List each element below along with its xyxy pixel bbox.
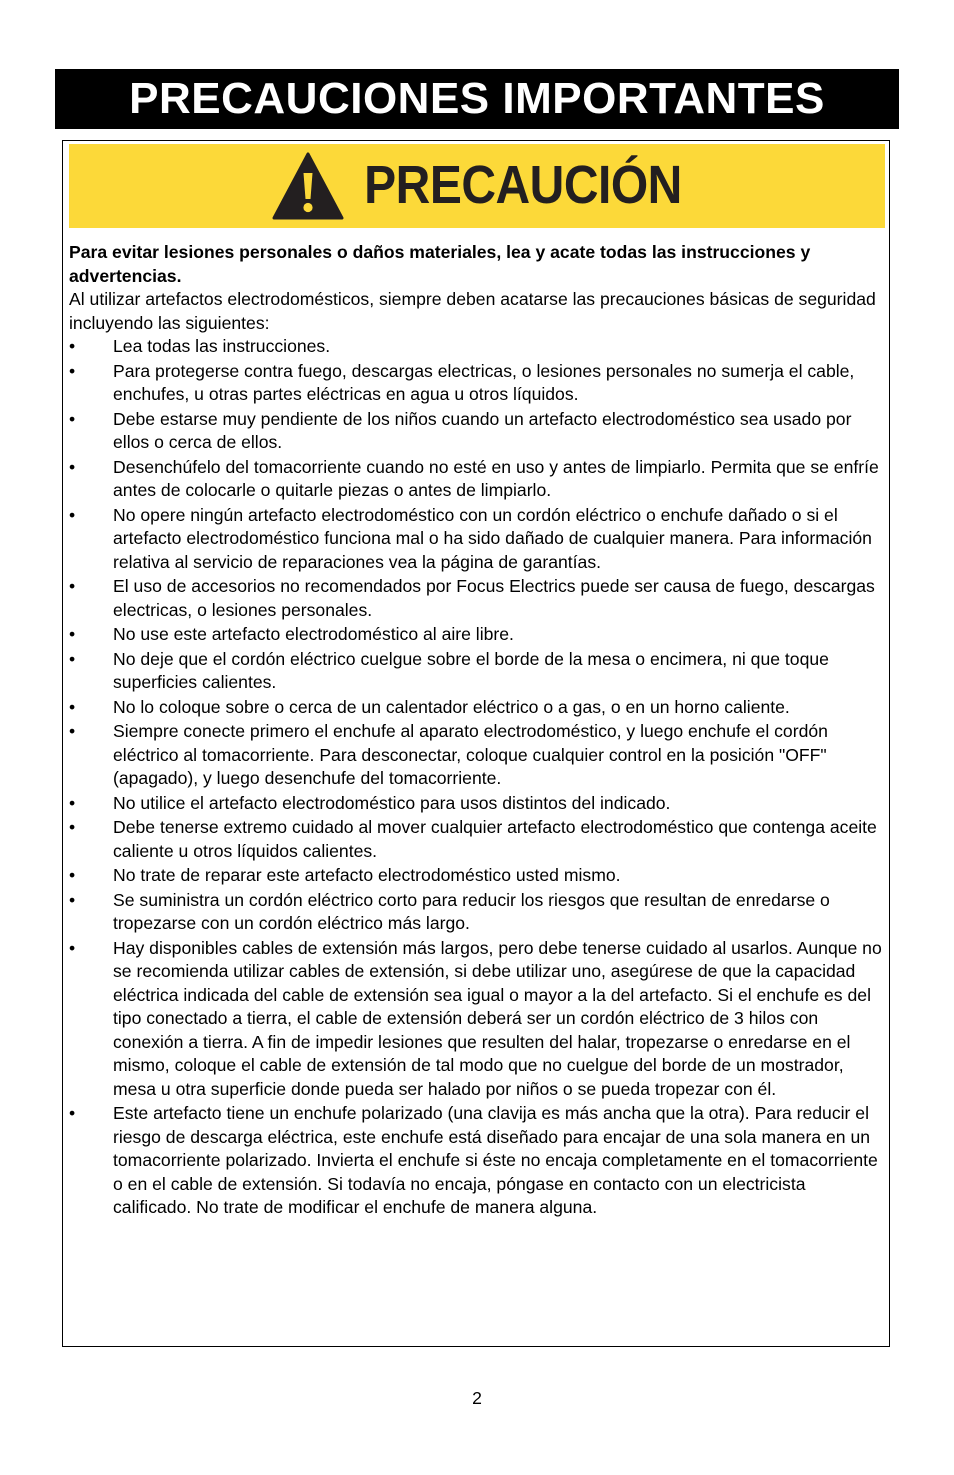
precaution-item xyxy=(69,648,887,695)
precaution-text: Hay disponibles cables de extensión más largos, pero debe tenerse cuidado al usarlos. Aunque no se recomienda utilizar cables de extensión, si debe utilizar uno, asegúrese de que la capacidad eléctrica indicada del cable de extensión sea igual o mayor a la del artefacto. Si el enchufe es del tipo conectado a tierra, el cable de extensión deberá ser un cordón eléctrico de 3 hilos con conexión a tierra. A fin de impedir lesiones que resulten del halar, tropezarse o enredarse en el mismo, coloque el cable de extensión de tal modo que no cuelgue del borde de un mostrador, mesa u otra superficie donde pueda ser halado por niños o se pueda tropezar con él. xyxy=(113,937,882,1099)
instructions-content xyxy=(69,241,887,1221)
bullet-dot: • xyxy=(69,1103,76,1123)
precaution-text: No use este artefacto electrodoméstico al aire libre. xyxy=(113,624,514,644)
caution-banner xyxy=(69,144,885,228)
precaution-item xyxy=(69,504,887,575)
precaution-item xyxy=(69,456,887,503)
bullet-dot: • xyxy=(69,889,76,910)
caution-label: PRECAUCIÓN xyxy=(364,155,682,216)
precaution-item xyxy=(69,575,887,622)
precaution-item xyxy=(69,720,887,791)
bullet-dot: • xyxy=(69,937,76,958)
precaution-text: El uso de accesorios no recomendados por Focus Electrics puede ser causa de fuego, descargas electricas, o lesiones personales. xyxy=(113,576,875,620)
precaution-item xyxy=(69,889,887,936)
precaution-text: No utilice el artefacto electrodoméstico para usos distintos del indicado. xyxy=(113,792,671,813)
bullet-dot: • xyxy=(69,456,76,477)
precaution-item xyxy=(69,1102,887,1220)
bullet-dot: • xyxy=(69,576,76,596)
page-title: PRECAUCIONES IMPORTANTES xyxy=(129,74,825,123)
precaution-text: Lea todas las instrucciones. xyxy=(113,336,331,356)
bullet-dot: • xyxy=(69,624,76,644)
bullet-dot: • xyxy=(69,865,76,885)
warning-triangle-icon xyxy=(272,151,344,221)
bullet-dot: • xyxy=(69,408,76,429)
bullet-dot: • xyxy=(69,648,76,669)
intro-bold: Para evitar lesiones personales o daños materiales, lea y acate todas las instrucciones y advertencias. xyxy=(69,242,811,286)
intro-text: Al utilizar artefactos electrodomésticos, siempre deben acatarse las precauciones básicas de seguridad incluyendo las siguientes: xyxy=(69,289,876,333)
precaution-item xyxy=(69,360,887,407)
precaution-text: Siempre conecte primero el enchufe al aparato electrodoméstico, y luego enchufe el cordón eléctrico al tomacorriente. Para desconectar, coloque cualquier control en la posición "OFF" (apagado), y luego desenchufe del tomacorriente. xyxy=(113,721,828,788)
precaution-text: No lo coloque sobre o cerca de un calentador eléctrico o a gas, o en un horno caliente. xyxy=(113,696,790,717)
bullet-dot: • xyxy=(69,792,76,813)
precaution-item xyxy=(69,816,887,863)
precaution-item xyxy=(69,408,887,455)
precaution-item xyxy=(69,335,887,359)
precaution-text: Debe estarse muy pendiente de los niños cuando un artefacto electrodoméstico sea usado por ellos o cerca de ellos. xyxy=(113,408,852,452)
precaution-text: Debe tenerse extremo cuidado al mover cualquier artefacto electrodoméstico que contenga aceite caliente u otros líquidos calientes. xyxy=(113,817,877,861)
precaution-item xyxy=(69,792,887,816)
bullet-dot: • xyxy=(69,696,76,717)
bullet-dot: • xyxy=(69,360,76,381)
precaution-text: Para protegerse contra fuego, descargas electricas, o lesiones personales no sumerja el cable, enchufes, u otras partes eléctricas en agua u otros líquidos. xyxy=(113,360,855,404)
precautions-box xyxy=(62,140,890,1347)
title-bar xyxy=(55,69,899,129)
bullet-dot: • xyxy=(69,721,76,741)
precaution-text: Se suministra un cordón eléctrico corto para reducir los riesgos que resultan de enredarse o tropezarse con un cordón eléctrico más largo. xyxy=(113,889,830,933)
precaution-item xyxy=(69,696,887,720)
precaution-text: No deje que el cordón eléctrico cuelgue sobre el borde de la mesa o encimera, ni que toque superficies calientes. xyxy=(113,648,829,692)
precautions-list xyxy=(69,335,887,1220)
bullet-dot: • xyxy=(69,504,76,525)
precaution-item xyxy=(69,937,887,1102)
precaution-text: No trate de reparar este artefacto electrodoméstico usted mismo. xyxy=(113,865,621,885)
bullet-dot: • xyxy=(69,336,76,356)
page-number: 2 xyxy=(472,1388,482,1408)
precaution-text: No opere ningún artefacto electrodoméstico con un cordón eléctrico o enchufe dañado o si el artefacto electrodoméstico funciona mal o ha sido dañado de cualquier manera. Para información relativa al servicio de reparaciones vea la página de garantías. xyxy=(113,504,872,572)
bullet-dot: • xyxy=(69,817,76,837)
precaution-item xyxy=(69,623,887,647)
precaution-text: Desenchúfelo del tomacorriente cuando no esté en uso y antes de limpiarlo. Permita que se enfríe antes de colocarle o quitarle piezas o antes de limpiarlo. xyxy=(113,456,879,500)
precaution-text: Este artefacto tiene un enchufe polarizado (una clavija es más ancha que la otra). Para reducir el riesgo de descarga eléctrica, este enchufe está diseñado para encajar de una sola manera en un tomacorriente polarizado. Invierta el enchufe si éste no encaja completamente en el tomacorriente o en el cable de extensión. Si todavía no encaja, póngase en contacto con un electricista calificado. No trate de modificar el enchufe de manera alguna. xyxy=(113,1103,878,1217)
precaution-item xyxy=(69,864,887,888)
